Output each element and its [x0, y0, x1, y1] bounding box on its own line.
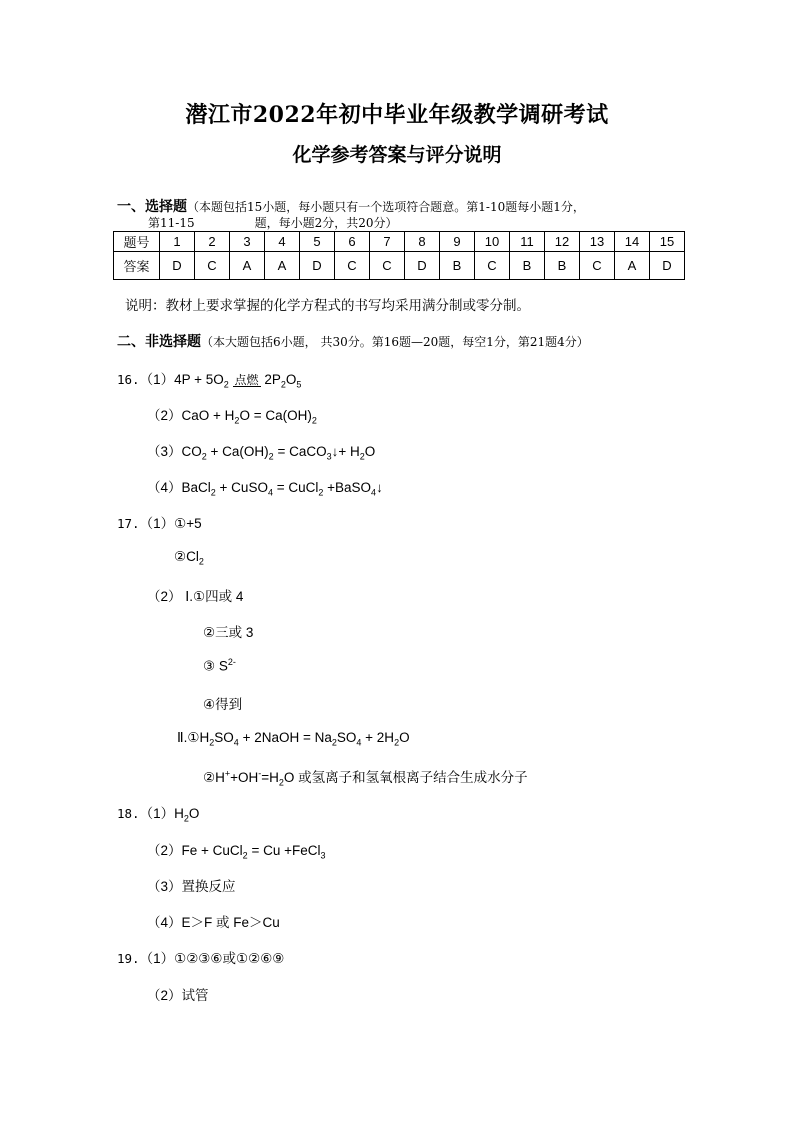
table-cell-num: 12 — [545, 232, 580, 252]
q16-p4-sub: 4 — [371, 487, 377, 498]
q17-ii2-a: ②H — [203, 770, 225, 785]
q18-p1-a: H — [174, 806, 184, 821]
q16-part3 — [147, 440, 375, 462]
q17-ii1-sub: 2 — [331, 737, 337, 748]
q17-roman1: Ⅰ. — [185, 589, 194, 604]
q18-part4 — [147, 911, 280, 931]
section2-heading: 二、非选择题 — [117, 334, 201, 350]
q17-p1-label: （1） — [139, 516, 175, 531]
q17-i4: ④得到 — [203, 697, 243, 712]
section1-heading: 一、选择题 — [117, 199, 187, 215]
table-cell-num: 13 — [580, 232, 615, 252]
q17-ii2-b: +OH — [230, 770, 259, 785]
q18-number: 18. — [117, 806, 140, 821]
page-subtitle: 化学参考答案与评分说明 — [292, 144, 502, 166]
table-cell-num: 15 — [650, 232, 685, 252]
q18-p3-label: （3） — [147, 879, 182, 894]
q18-p4: E＞F 或 Fe＞Cu — [181, 915, 280, 930]
q18-p1-sub: 2 — [183, 813, 189, 824]
page-title: 潜江市2022年初中毕业年级教学调研考试 — [185, 102, 609, 128]
table-cell-num: 3 — [230, 232, 265, 252]
q17-p1-b-sub: 2 — [198, 556, 204, 567]
table-cell-num: 5 — [300, 232, 335, 252]
table-cell-answer: D — [405, 252, 440, 280]
q17-ii2-sup1: + — [224, 768, 231, 779]
q16-p3-sub: 3 — [326, 451, 332, 462]
q18-p2-b: = Cu +FeCl — [247, 843, 321, 858]
q16-p4-c: = CuCl — [272, 480, 319, 495]
q17-number: 17. — [117, 516, 140, 531]
q17-i3 — [203, 657, 236, 675]
q16-p1-rhs-sub2: 5 — [296, 379, 302, 390]
q17-roman2: Ⅱ. — [177, 730, 188, 745]
q16-p2-label: （2） — [147, 408, 182, 423]
q18-part1 — [117, 802, 199, 824]
q16-p4-label: （4） — [147, 480, 182, 495]
table-cell-answer: D — [160, 252, 195, 280]
q17-ii1-c: + 2NaOH = Na — [238, 730, 332, 745]
q17-ii1-e: + 2H — [361, 730, 395, 745]
q16-p1-lhs-sub: 2 — [223, 379, 229, 390]
q16-p4-sub: 4 — [267, 487, 273, 498]
q16-p3-a: CO — [181, 444, 202, 459]
table-cell-num: 4 — [265, 232, 300, 252]
q16-p3-sub: 2 — [359, 451, 365, 462]
q17-ii2 — [203, 766, 528, 788]
table-cell-answer: C — [580, 252, 615, 280]
table-cell-answer: C — [195, 252, 230, 280]
table-cell-answer: C — [475, 252, 510, 280]
q17-i2: ②三或 3 — [203, 625, 254, 640]
q18-part3 — [147, 875, 236, 895]
q17-ii1-sub: 2 — [209, 737, 215, 748]
section2-note: （本大题包括6小题， 共30分。第16题—20题，每空1分，第21题4分） — [201, 335, 589, 349]
section1-note-line1: （本题包括15小题，每小题只有一个选项符合题意。第1-10题每小题1分， — [187, 200, 585, 214]
q16-p3-e: O — [364, 444, 376, 459]
q16-p3-label: （3） — [147, 444, 182, 459]
q17-i1: ①四或 4 — [193, 589, 244, 604]
q18-p1-b: O — [188, 806, 200, 821]
section1-note-line2-wrap — [148, 214, 398, 231]
q17-ii2-sup2: - — [258, 768, 262, 779]
q16-p1-lhs: 4P + 5O — [174, 372, 224, 387]
table-cell-answer: B — [440, 252, 475, 280]
q17-ii1-b: SO — [214, 730, 234, 745]
q19-p2: 试管 — [181, 988, 209, 1003]
table-cell-answer: B — [510, 252, 545, 280]
table-cell-num: 11 — [510, 232, 545, 252]
remark: 说明：教材上要求掌握的化学方程式的书写均采用满分制或零分制。 — [125, 298, 530, 313]
q16-p2-b: O = Ca(OH) — [239, 408, 312, 423]
q19-p2-label: （2） — [147, 988, 182, 1003]
q16-p3-sub: 2 — [201, 451, 207, 462]
table-cell-num: 8 — [405, 232, 440, 252]
q16-p4-b: + CuSO — [215, 480, 268, 495]
q18-part2 — [147, 839, 325, 861]
answer-table — [113, 231, 685, 280]
q17-p2-label: （2） — [147, 589, 182, 604]
q16-number: 16. — [117, 372, 140, 387]
reaction-condition: 点燃 — [234, 373, 259, 387]
q17-ii1-sub: 4 — [356, 737, 362, 748]
q16-p2-sub: 2 — [311, 415, 317, 426]
q16-part2 — [147, 404, 317, 426]
q17-part2 — [147, 585, 243, 605]
q17-ii1 — [177, 730, 410, 748]
table-cell-answer: A — [615, 252, 650, 280]
table-cell-num: 6 — [335, 232, 370, 252]
table-row-numbers — [114, 232, 685, 252]
q16-p3-b: + Ca(OH) — [206, 444, 269, 459]
q17-ii2-c: =H — [261, 770, 279, 785]
table-row-answers — [114, 252, 685, 280]
q19-p1-label: （1） — [139, 951, 175, 966]
q16-p1-rhs-a: 2P — [264, 372, 281, 387]
q17-ii1-d: SO — [336, 730, 357, 745]
table-cell-answer: C — [335, 252, 370, 280]
q16-part1 — [117, 368, 301, 390]
q17-part1b — [174, 549, 204, 567]
q16-p1-label: （1） — [139, 372, 175, 387]
q16-p4-e: ↓ — [376, 480, 383, 495]
q17-ii2-sub: 2 — [278, 777, 284, 788]
q17-ii1-sub: 4 — [233, 737, 239, 748]
q19-part2 — [147, 984, 209, 1004]
q18-p2-sub: 3 — [320, 850, 326, 861]
q18-p3: 置换反应 — [181, 879, 236, 894]
table-cell-answer: C — [370, 252, 405, 280]
q18-p2-a: Fe + CuCl — [181, 843, 243, 858]
table-cell-answer: A — [265, 252, 300, 280]
q17-i3-text: ③ S — [203, 658, 228, 674]
q17-part1 — [117, 512, 202, 532]
q17-ii2-d: O 或氢离子和氢氧根离子结合生成水分子 — [283, 770, 528, 785]
q17-p1-b: ②Cl — [174, 549, 199, 564]
q17-i3-sup: 2- — [227, 657, 236, 667]
table-cell-answer: D — [650, 252, 685, 280]
q16-p4-sub: 2 — [318, 487, 324, 498]
q16-p1-rhs-b: O — [285, 372, 297, 387]
table-cell-answer: B — [545, 252, 580, 280]
section1-header — [117, 196, 585, 216]
q16-part4 — [147, 476, 383, 498]
table-row1-label: 题号 — [114, 232, 160, 252]
table-row2-label: 答案 — [114, 252, 160, 280]
section2-header — [117, 331, 589, 351]
q18-p1-label: （1） — [139, 806, 175, 821]
q16-p4-sub: 2 — [210, 487, 216, 498]
q18-p2-sub: 2 — [242, 850, 248, 861]
q17-p1-a: ①+5 — [174, 516, 202, 531]
q19-p1: ①②③⑥或①②⑥⑨ — [174, 951, 285, 966]
table-cell-num: 10 — [475, 232, 510, 252]
table-cell-num: 14 — [615, 232, 650, 252]
q17-ii1-a: ①H — [187, 730, 210, 745]
q16-p4-d: +BaSO — [323, 480, 372, 495]
q18-p2-label: （2） — [147, 843, 182, 858]
q16-p2-a: CaO + H — [181, 408, 235, 423]
q16-p2-sub: 2 — [234, 415, 240, 426]
table-cell-num: 7 — [370, 232, 405, 252]
q19-number: 19. — [117, 951, 140, 966]
table-cell-answer: A — [230, 252, 265, 280]
q16-p3-sub: 2 — [268, 451, 274, 462]
table-cell-num: 1 — [160, 232, 195, 252]
q17-ii1-sub: 2 — [394, 737, 400, 748]
table-cell-num: 9 — [440, 232, 475, 252]
section1-note-line2: 第11-15 题，每小题2分，共20分） — [148, 216, 398, 230]
q19-part1 — [117, 947, 284, 967]
table-cell-answer: D — [300, 252, 335, 280]
q18-p4-label: （4） — [147, 915, 182, 930]
q17-ii1-f: O — [399, 730, 410, 745]
table-cell-num: 2 — [195, 232, 230, 252]
q16-p3-d: ↓+ H — [331, 444, 360, 459]
q16-p3-c: = CaCO — [273, 444, 327, 459]
q16-p4-a: BaCl — [181, 480, 211, 495]
q16-p1-rhs-sub1: 2 — [280, 379, 286, 390]
